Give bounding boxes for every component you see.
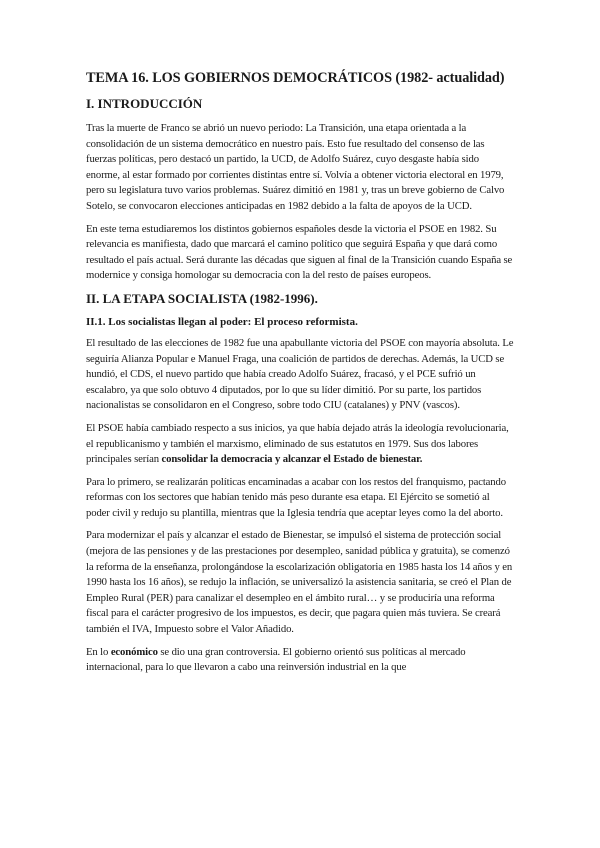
paragraph-text: El PSOE había cambiado respecto a sus inicios, ya que había dejado atrás la ideología revolucionaria, el republicanismo y también el marxismo, eliminado de sus estatutos en 1979. Sus dos labores principales serían	[86, 421, 509, 466]
section-heading-introduccion: I. INTRODUCCIÓN	[86, 96, 203, 111]
paragraph-intro-1: Tras la muerte de Franco se abrió un nuevo periodo: La Transición, una etapa orientada a la consolidación de un sistema democrático en nuestro país. Esto fue resultado del consenso de las fuerzas políticas, pero destacó un partido, la UCD, de Adolfo Suárez, cuyo desgaste había sido enorme, al estar formado por corrientes distintas entre sí. Volvía a obtener victoria electoral en 1979, pero su legislatura tuvo varios problemas. Suárez dimitió en 1981 y, tras un breve gobierno de Calvo Sotelo, se convocaron elecciones anticipadas en 1982 debido a la falta de apoyos de la UCD.	[86, 122, 505, 212]
paragraph-psoe-cambio	[86, 421, 514, 468]
paragraph-estado-bienestar: Para modernizar el país y alcanzar el estado de Bienestar, se impulsó el sistema de protección social (mejora de las pensiones y de las prestaciones por desempleo, sanidad pública y gratuita), se comenzó la reforma de la enseñanza, prolongándose la escolarización obligatoria en 1985 hasta los 14 años y en 1990 hasta los 16 años), se redujo la inflación, se universalizó la asistencia sanitaria, se creó el Plan de Empleo Rural (PER) para canalizar el desempleo en el ámbito rural… y se produciría una reforma fiscal para el carácter progresivo de los impuestos, es decir, que pagara quien más tuviera. Se creará también el IVA, Impuesto sobre el Valor Añadido.	[86, 529, 513, 636]
bold-phrase: consolidar la democracia	[161, 453, 273, 466]
document-title: TEMA 16. LOS GOBIERNOS DEMOCRÁTICOS (1982- actualidad)	[86, 70, 505, 86]
paragraph-text: se dio una gran controversia. El gobierno orientó sus políticas al mercado internacional, para lo que llevaron a cabo una reinversión industrial en la que	[86, 645, 466, 674]
bold-phrase: alcanzar el Estado de bienestar.	[282, 453, 423, 466]
bold-connector: y	[272, 453, 283, 466]
paragraph-franquismo: Para lo primero, se realizarán políticas encaminadas a acabar con los restos del franquismo, pactando reformas con los sectores que habían tenido más peso durante esa etapa. El Ejército se sometió al poder civil y redujo su plantilla, mientras que la Iglesia tendría que aceptar leyes como la del aborto.	[86, 475, 506, 519]
subsection-heading: II.1. Los socialistas llegan al poder: El proceso reformista.	[86, 315, 358, 328]
paragraph-elecciones-1982: El resultado de las elecciones de 1982 fue una apabullante victoria del PSOE con mayoría absoluta. Le seguiría Alianza Popular e Manuel Fraga, una coalición de partidos de derechas. Además, la UCD se hundió, el CDS, el nuevo partido que había creado Adolfo Suárez, fracasó, y el PCE sufrió un escalabro, ya que solo obtuvo 4 diputados, por lo que su líder dimitió. Por su parte, los partidos nacionalistas se consolidaron en el Congreso, sobre todo CIU (catalanes) y PNV (vascos).	[86, 336, 514, 412]
document-body	[86, 70, 514, 683]
section-heading-etapa-socialista: II. LA ETAPA SOCIALISTA (1982-1996).	[86, 290, 318, 306]
bold-word: económico	[110, 645, 158, 658]
paragraph-intro-2: En este tema estudiaremos los distintos gobiernos españoles desde la victoria el PSOE en 1982. Su relevancia es manifiesta, dado que marcará el camino político que seguirá España y que dará como resultado el país actual. Será durante las décadas que siguen al final de la Transición cuando España se modernice y consiga homologar su democracia con la del resto de países europeos.	[86, 222, 513, 282]
paragraph-economico	[86, 645, 514, 676]
paragraph-text: En lo	[86, 645, 111, 658]
